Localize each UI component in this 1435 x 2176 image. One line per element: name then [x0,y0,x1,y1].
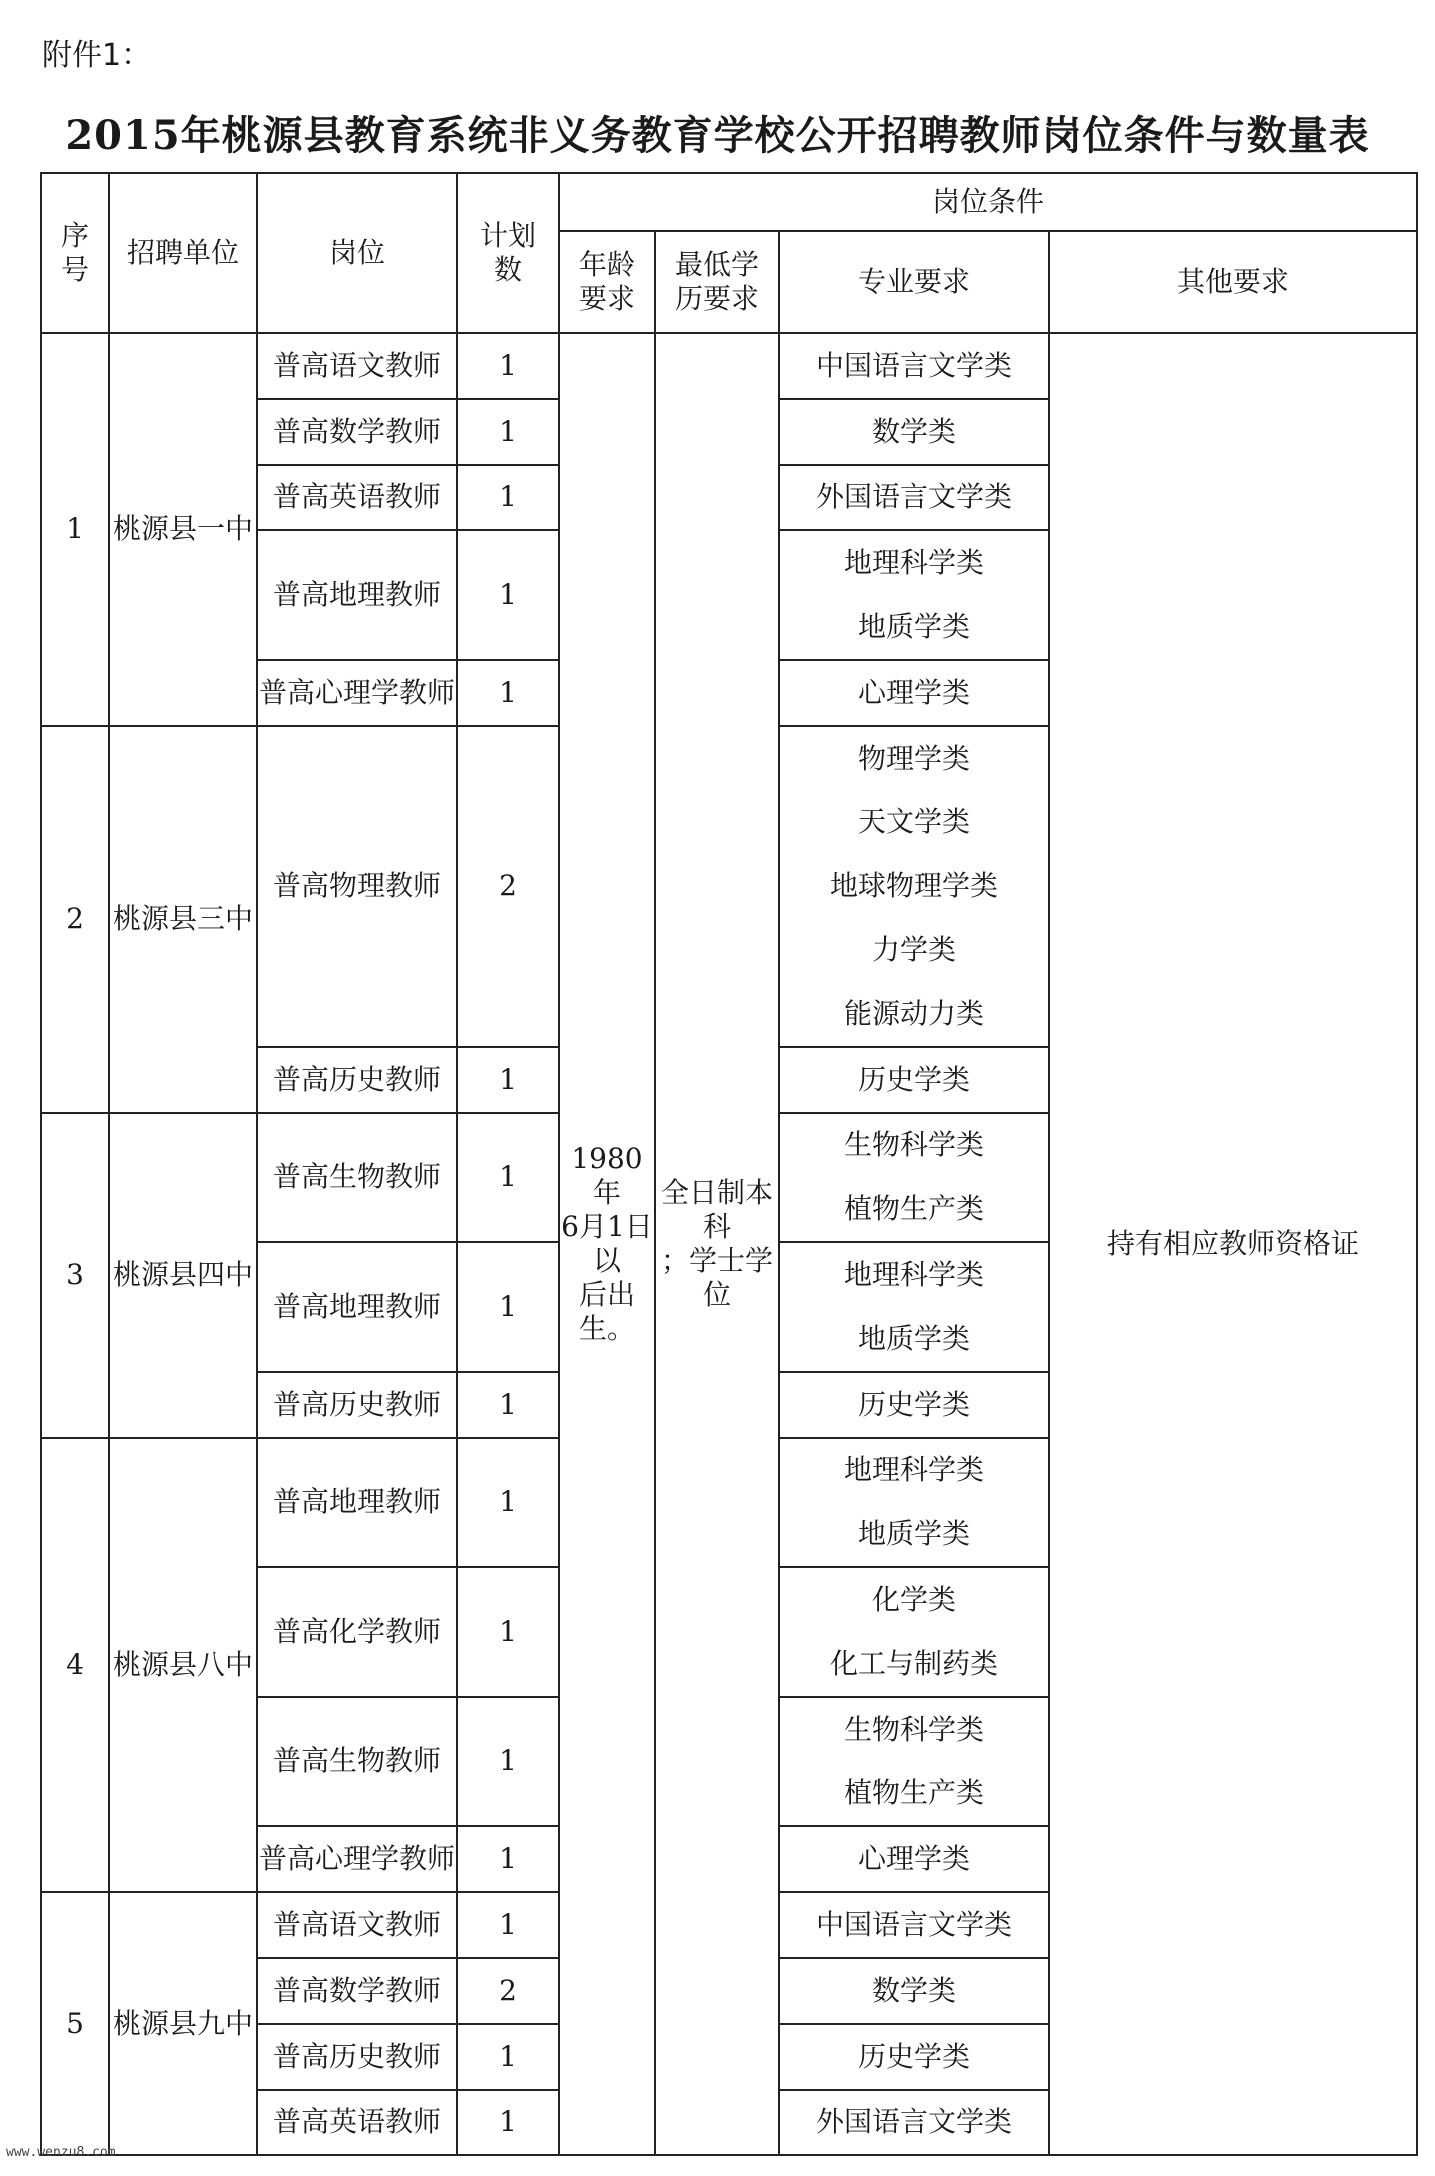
major-list [780,1893,1048,1957]
plan-count: 1 [457,530,559,660]
major-requirement [779,1438,1049,1568]
plan-count: 1 [457,1697,559,1827]
major-item: 地理科学类 [843,546,984,580]
major-item: 地质学类 [857,610,970,643]
major-list [780,531,1048,659]
major-list [780,334,1048,398]
major-item: 数学类 [871,1973,956,2007]
post-name: 普高地理教师 [257,1438,457,1568]
plan-count: 2 [457,726,559,1047]
plan-count: 1 [457,660,559,726]
post-name: 普高语文教师 [257,1892,457,1958]
major-requirement [779,1372,1049,1438]
header-unit: 招聘单位 [109,173,257,333]
unit-seq: 4 [41,1438,109,1893]
major-item: 中国语言文学类 [815,348,1012,382]
post-name: 普高物理教师 [257,726,457,1047]
unit-seq: 5 [41,1892,109,2155]
plan-count: 1 [457,1892,559,1958]
major-list [780,2091,1048,2155]
major-item: 心理学类 [857,675,970,709]
post-name: 普高历史教师 [257,1372,457,1438]
major-list [780,727,1048,1046]
major-item: 地质学类 [857,1517,970,1551]
major-item: 力学类 [871,932,956,966]
major-item: 历史学类 [857,1062,970,1096]
major-item: 化工与制药类 [829,1646,998,1680]
plan-count: 2 [457,1958,559,2024]
post-name: 普高历史教师 [257,2024,457,2090]
major-item: 外国语言文学类 [815,2105,1012,2139]
major-requirement [779,1047,1049,1113]
attachment-label: 附件1： [42,38,152,73]
major-list [780,1959,1048,2023]
footer-watermark: www.wenzu8.com [6,2145,116,2160]
major-requirement [779,1113,1049,1243]
header-age: 年龄 要求 [559,231,655,333]
major-item: 心理学类 [857,1842,970,1876]
major-list [780,400,1048,464]
major-list [780,1439,1048,1567]
major-item: 植物生产类 [843,1776,984,1810]
post-name: 普高数学教师 [257,1958,457,2024]
major-requirement [779,530,1049,660]
major-requirement [779,2090,1049,2156]
education-requirement: 全日制本科 ；学士学位 [655,333,779,2155]
major-list [780,466,1048,530]
major-list [780,1373,1048,1437]
major-requirement [779,333,1049,399]
unit-name: 桃源县一中 [109,333,257,726]
major-item: 数学类 [871,414,956,448]
major-item: 化学类 [871,1582,956,1616]
post-name: 普高生物教师 [257,1697,457,1827]
unit-name: 桃源县四中 [109,1113,257,1438]
major-requirement [779,726,1049,1047]
page-title: 2015年桃源县教育系统非义务教育学校公开招聘教师岗位条件与数量表 [65,112,1370,159]
major-requirement [779,1242,1049,1372]
major-item: 地质学类 [857,1321,970,1355]
post-name: 普高数学教师 [257,399,457,465]
unit-name: 桃源县三中 [109,726,257,1113]
major-requirement [779,1892,1049,1958]
major-item: 生物科学类 [843,1128,984,1162]
unit-name: 桃源县九中 [109,1892,257,2155]
major-item: 历史学类 [857,2039,970,2073]
major-item: 能源动力类 [843,996,984,1030]
plan-count: 1 [457,1567,559,1697]
post-name: 普高生物教师 [257,1113,457,1243]
major-list [780,1698,1048,1826]
major-item: 中国语言文学类 [815,1907,1012,1941]
post-name: 普高英语教师 [257,465,457,531]
header-major: 专业要求 [779,231,1049,333]
major-requirement [779,1567,1049,1697]
table-body [41,333,1417,2155]
unit-seq: 3 [41,1113,109,1438]
major-requirement [779,465,1049,531]
major-item: 历史学类 [857,1387,970,1421]
header-education: 最低学 历要求 [655,231,779,333]
recruitment-table [40,172,1418,2156]
header-seq: 序 号 [41,173,109,333]
table-row [41,333,1417,399]
header-conditions: 岗位条件 [559,173,1417,231]
unit-seq: 2 [41,726,109,1113]
major-requirement [779,1826,1049,1892]
post-name: 普高心理学教师 [257,660,457,726]
major-list [780,1048,1048,1112]
major-requirement [779,2024,1049,2090]
plan-count: 1 [457,1438,559,1568]
major-item: 外国语言文学类 [815,480,1012,514]
major-requirement [779,399,1049,465]
other-requirement: 持有相应教师资格证 [1049,333,1417,2155]
major-item: 地理科学类 [843,1257,984,1291]
major-item: 天文学类 [857,805,970,839]
major-list [780,1827,1048,1891]
plan-count: 1 [457,333,559,399]
post-name: 普高历史教师 [257,1047,457,1113]
header-plan: 计划 数 [457,173,559,333]
post-name: 普高地理教师 [257,530,457,660]
post-name: 普高英语教师 [257,2090,457,2156]
unit-seq: 1 [41,333,109,726]
plan-count: 1 [457,2090,559,2156]
major-item: 地理科学类 [843,1453,984,1487]
plan-count: 1 [457,399,559,465]
major-list [780,1114,1048,1242]
plan-count: 1 [457,1113,559,1243]
major-list [780,2025,1048,2089]
plan-count: 1 [457,465,559,531]
major-requirement [779,1697,1049,1827]
plan-count: 1 [457,1047,559,1113]
plan-count: 1 [457,1242,559,1372]
post-name: 普高语文教师 [257,333,457,399]
major-item: 地球物理学类 [829,869,998,903]
post-name: 普高化学教师 [257,1567,457,1697]
major-requirement [779,1958,1049,2024]
major-item: 生物科学类 [843,1712,984,1746]
major-requirement [779,660,1049,726]
age-requirement: 1980年 6月1日以 后出生。 [559,333,655,2155]
major-list [780,661,1048,725]
header-post: 岗位 [257,173,457,333]
major-list [780,1243,1048,1371]
unit-name: 桃源县八中 [109,1438,257,1893]
post-name: 普高心理学教师 [257,1826,457,1892]
major-item: 物理学类 [857,741,970,775]
plan-count: 1 [457,1372,559,1438]
major-list [780,1568,1048,1696]
header-other: 其他要求 [1049,231,1417,333]
major-item: 植物生产类 [843,1192,984,1226]
plan-count: 1 [457,2024,559,2090]
plan-count: 1 [457,1826,559,1892]
post-name: 普高地理教师 [257,1242,457,1372]
